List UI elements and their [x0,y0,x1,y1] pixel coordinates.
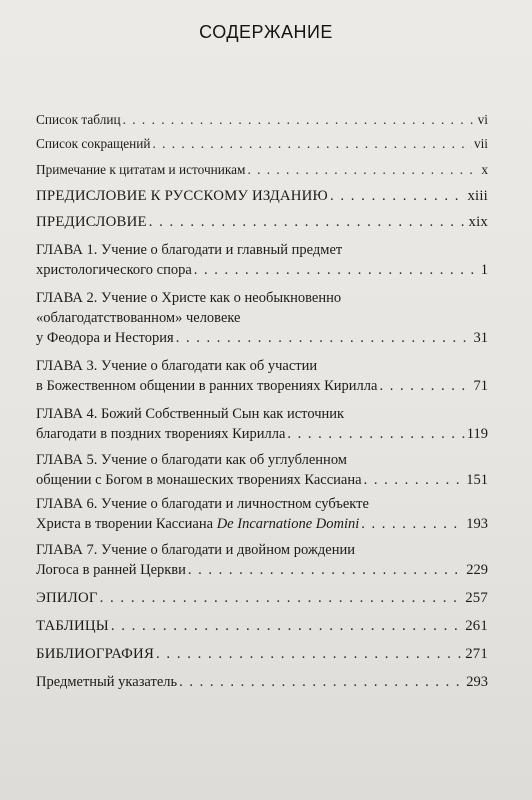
leader-dots [247,160,479,180]
toc-entry [36,186,488,206]
toc-page-number: 261 [465,618,488,634]
toc-entry [36,134,488,154]
toc-page-number: 257 [465,590,488,606]
toc-entry-title: у Феодора и Нестория [36,330,174,346]
toc-entry-title: общении с Богом в монашеских творениях Кассиана [36,472,362,488]
toc-entry-line: ГЛАВА 5. Учение о благодати как об углубленном [36,452,347,468]
toc-entry-title [36,514,359,534]
toc-entry-title-italic: De Incarnatione Domini [216,516,360,532]
toc-page-number: 193 [466,516,488,532]
toc-entry-title: БИБЛИОГРАФИЯ [36,646,155,662]
toc-entry-title: ЭПИЛОГ [36,590,98,606]
toc-page-number: 119 [466,426,488,442]
leader-dots [123,110,476,130]
leader-dots [152,134,471,154]
leader-dots [361,514,464,534]
toc-entry [36,588,488,608]
leader-dots [156,644,463,664]
toc-entry-title: Примечание к цитатам и источникам [36,162,246,177]
toc-entry-title: в Божественном общении в ранних творениях Кирилла [36,378,378,394]
toc-entry-title: Предметный указатель [36,674,178,690]
toc-page-number: 71 [473,378,488,394]
leader-dots [379,376,471,396]
toc-entry-title: ТАБЛИЦЫ [36,618,109,634]
toc-entry-line: ГЛАВА 1. Учение о благодати и главный предмет [36,242,343,258]
leader-dots [188,560,464,580]
toc-entry-title-roman: Христа в творении Кассиана [36,516,214,532]
toc-entry [36,450,488,490]
toc-entry [36,288,488,348]
toc-page-number: vii [473,136,488,151]
toc-entry-line: ГЛАВА 6. Учение о благодати и личностном субъекте [36,496,369,512]
page-title: СОДЕРЖАНИЕ [199,22,333,42]
toc-entry [36,356,488,396]
leader-dots [194,260,479,280]
toc-entry-title: ПРЕДИСЛОВИЕ [36,214,147,230]
toc-page-number: vi [477,112,488,127]
toc-entry [36,616,488,636]
toc-entry [36,644,488,664]
toc-page-number: 293 [466,674,488,690]
toc-entry [36,212,488,232]
toc-page-number: 31 [473,330,488,346]
toc-entry-line: «облагодатствованном» человеке [36,310,241,326]
leader-dots [149,212,467,232]
toc-entry [36,110,488,130]
leader-dots [111,616,463,636]
toc-entry-line: ГЛАВА 3. Учение о благодати как об участии [36,358,318,374]
toc-page-number: 151 [466,472,488,488]
leader-dots [330,186,465,206]
toc-entry [36,240,488,280]
toc-entry [36,494,488,534]
toc-entry-title: Список таблиц [36,112,121,127]
toc-entry-title: Список сокращений [36,136,151,151]
toc-entry-title: Логоса в ранней Церкви [36,562,186,578]
toc-entry-title: благодати в поздних творениях Кирилла [36,426,286,442]
toc-entry-line: ГЛАВА 4. Божий Собственный Сын как источник [36,406,345,422]
toc-page-number: xiii [467,188,488,204]
toc-page-number: 229 [466,562,488,578]
toc-entry-line: ГЛАВА 2. Учение о Христе как о необыкновенно [36,290,342,306]
toc-entry [36,404,488,444]
toc-entry-title: ПРЕДИСЛОВИЕ К РУССКОМУ ИЗДАНИЮ [36,188,328,204]
toc-entry-title: христологического спора [36,262,192,278]
toc-page-number: x [481,162,488,177]
toc-page-number: xix [468,214,488,230]
leader-dots [287,424,464,444]
leader-dots [179,672,464,692]
leader-dots [364,470,465,490]
toc-page-number: 1 [480,262,488,278]
toc-entry-line: ГЛАВА 7. Учение о благодати и двойном рождении [36,542,355,558]
toc-entry [36,540,488,580]
leader-dots [176,328,472,348]
toc-entry [36,160,488,180]
leader-dots [100,588,464,608]
toc-entry [36,672,488,692]
toc-page-number: 271 [465,646,488,662]
